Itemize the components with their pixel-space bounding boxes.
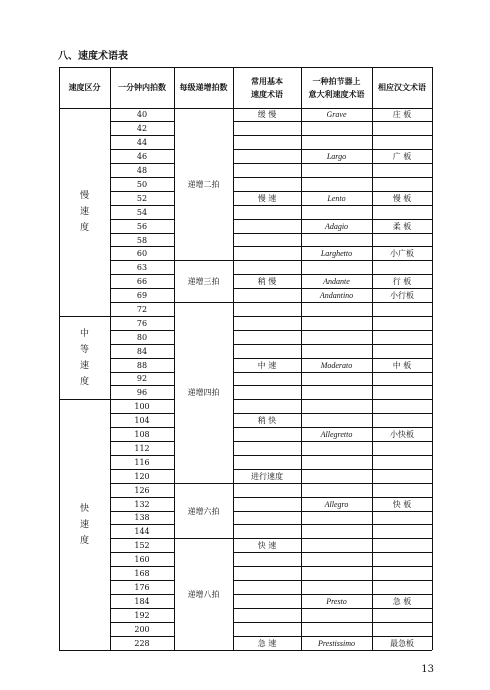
term-row-rule bbox=[233, 566, 432, 567]
bpm-value: 104 bbox=[134, 416, 150, 426]
bpm-value: 50 bbox=[136, 179, 148, 189]
bpm-value: 132 bbox=[134, 499, 150, 509]
basic-term: 中 速 bbox=[257, 360, 277, 370]
term-row-rule bbox=[233, 580, 432, 581]
basic-term: 进行速度 bbox=[251, 471, 283, 481]
term-row-rule bbox=[233, 399, 432, 400]
bpm-value: 58 bbox=[136, 235, 148, 245]
increment-label: 递增二拍 bbox=[187, 179, 220, 189]
bpm-value: 40 bbox=[136, 110, 148, 120]
italian-term: Grave bbox=[326, 110, 347, 120]
bpm-value: 100 bbox=[134, 402, 150, 412]
chinese-term: 中 板 bbox=[392, 360, 412, 370]
italian-term: Lento bbox=[327, 193, 346, 203]
bpm-value: 60 bbox=[136, 249, 148, 259]
bpm-value: 96 bbox=[136, 388, 148, 398]
header-italian-term: 一种拍节器上 意大利速度术语 bbox=[308, 76, 365, 99]
italian-term: Presto bbox=[326, 596, 347, 606]
chinese-term: 快 板 bbox=[392, 499, 412, 509]
chinese-term: 柔 板 bbox=[392, 221, 412, 231]
term-row-rule bbox=[233, 524, 432, 525]
increment-label: 递增三拍 bbox=[187, 277, 220, 287]
page-number: 13 bbox=[421, 664, 434, 675]
header-chinese-term: 相应汉文术语 bbox=[378, 83, 426, 92]
bpm-value: 228 bbox=[134, 638, 150, 648]
bpm-value: 168 bbox=[134, 569, 150, 579]
bpm-value: 116 bbox=[134, 457, 150, 467]
italian-term: Andante bbox=[323, 277, 350, 287]
bpm-value: 80 bbox=[136, 332, 148, 342]
bpm-value: 48 bbox=[136, 166, 148, 176]
bpm-value: 44 bbox=[136, 138, 148, 148]
bpm-value: 108 bbox=[134, 430, 150, 440]
chinese-term: 行 板 bbox=[392, 277, 412, 287]
speed-section-label: 慢 速 度 bbox=[79, 191, 89, 234]
bpm-value: 126 bbox=[134, 485, 150, 495]
bpm-value: 184 bbox=[134, 596, 150, 606]
italian-term: Prestissimo bbox=[317, 638, 356, 648]
bpm-value: 176 bbox=[134, 582, 150, 592]
italian-term: Andantino bbox=[319, 291, 354, 301]
chinese-term: 急 板 bbox=[392, 596, 412, 606]
term-row-rule bbox=[233, 344, 432, 345]
chinese-term: 最急板 bbox=[390, 638, 414, 648]
bpm-value: 144 bbox=[134, 527, 150, 537]
chinese-term: 小行板 bbox=[390, 291, 414, 301]
header-increment: 每级递增拍数 bbox=[179, 83, 228, 92]
bpm-value: 66 bbox=[136, 277, 148, 287]
increment-label: 递增八拍 bbox=[187, 589, 220, 599]
term-row-rule bbox=[233, 385, 432, 386]
bpm-value: 56 bbox=[136, 221, 148, 231]
italian-term: Moderato bbox=[320, 360, 353, 370]
bpm-value: 69 bbox=[136, 291, 148, 301]
basic-term: 稍 慢 bbox=[257, 277, 277, 287]
bpm-value: 112 bbox=[134, 443, 150, 453]
bpm-value: 84 bbox=[136, 346, 148, 356]
header-speed-category: 速度区分 bbox=[68, 83, 101, 92]
bpm-value: 92 bbox=[136, 374, 148, 384]
bpm-value: 88 bbox=[136, 360, 148, 370]
increment-label: 递增六拍 bbox=[187, 506, 220, 516]
basic-term: 快 速 bbox=[257, 541, 277, 551]
bpm-value: 52 bbox=[136, 193, 148, 203]
term-row-rule bbox=[233, 135, 432, 136]
italian-term: Largo bbox=[326, 152, 347, 162]
italian-term: Larghetto bbox=[320, 249, 353, 259]
increment-label: 递增四拍 bbox=[187, 388, 220, 398]
bpm-value: 42 bbox=[136, 124, 148, 134]
bpm-value: 54 bbox=[136, 207, 148, 217]
chinese-term: 小快板 bbox=[390, 430, 414, 440]
bpm-value: 192 bbox=[134, 610, 150, 620]
bpm-value: 200 bbox=[134, 624, 150, 634]
term-row-rule bbox=[233, 330, 432, 331]
bpm-value: 120 bbox=[134, 471, 150, 481]
italian-term: Allegro bbox=[324, 499, 349, 509]
italian-term: Allegretto bbox=[320, 430, 353, 440]
bpm-value: 63 bbox=[136, 263, 148, 273]
bpm-value: 46 bbox=[136, 152, 148, 162]
bpm-value: 152 bbox=[134, 541, 150, 551]
bpm-value: 72 bbox=[136, 305, 148, 314]
chinese-term: 小广板 bbox=[390, 249, 414, 259]
chinese-term: 庄 板 bbox=[392, 110, 412, 120]
bpm-value: 160 bbox=[134, 555, 150, 565]
header-basic-term: 常用基本 速度术语 bbox=[251, 76, 283, 99]
basic-term: 稍 快 bbox=[257, 416, 277, 426]
speed-section-label: 快 速 度 bbox=[79, 503, 89, 546]
term-row-rule bbox=[233, 455, 432, 456]
basic-term: 缓 慢 bbox=[257, 110, 277, 120]
page-title: 八、速度术语表 bbox=[58, 51, 128, 62]
bpm-value: 76 bbox=[136, 318, 148, 328]
chinese-term: 慢 板 bbox=[392, 193, 412, 203]
basic-term: 慢 速 bbox=[257, 193, 277, 203]
term-row-rule bbox=[233, 316, 432, 317]
chinese-term: 广 板 bbox=[392, 152, 412, 162]
term-row-rule bbox=[233, 177, 432, 178]
italian-term: Adagio bbox=[324, 221, 349, 231]
basic-term: 急 速 bbox=[257, 638, 277, 648]
term-row-rule bbox=[233, 622, 432, 623]
bpm-value: 138 bbox=[134, 513, 150, 523]
speed-section-label: 中 等 速 度 bbox=[79, 329, 89, 388]
header-bpm: 一分钟内拍数 bbox=[118, 83, 166, 92]
